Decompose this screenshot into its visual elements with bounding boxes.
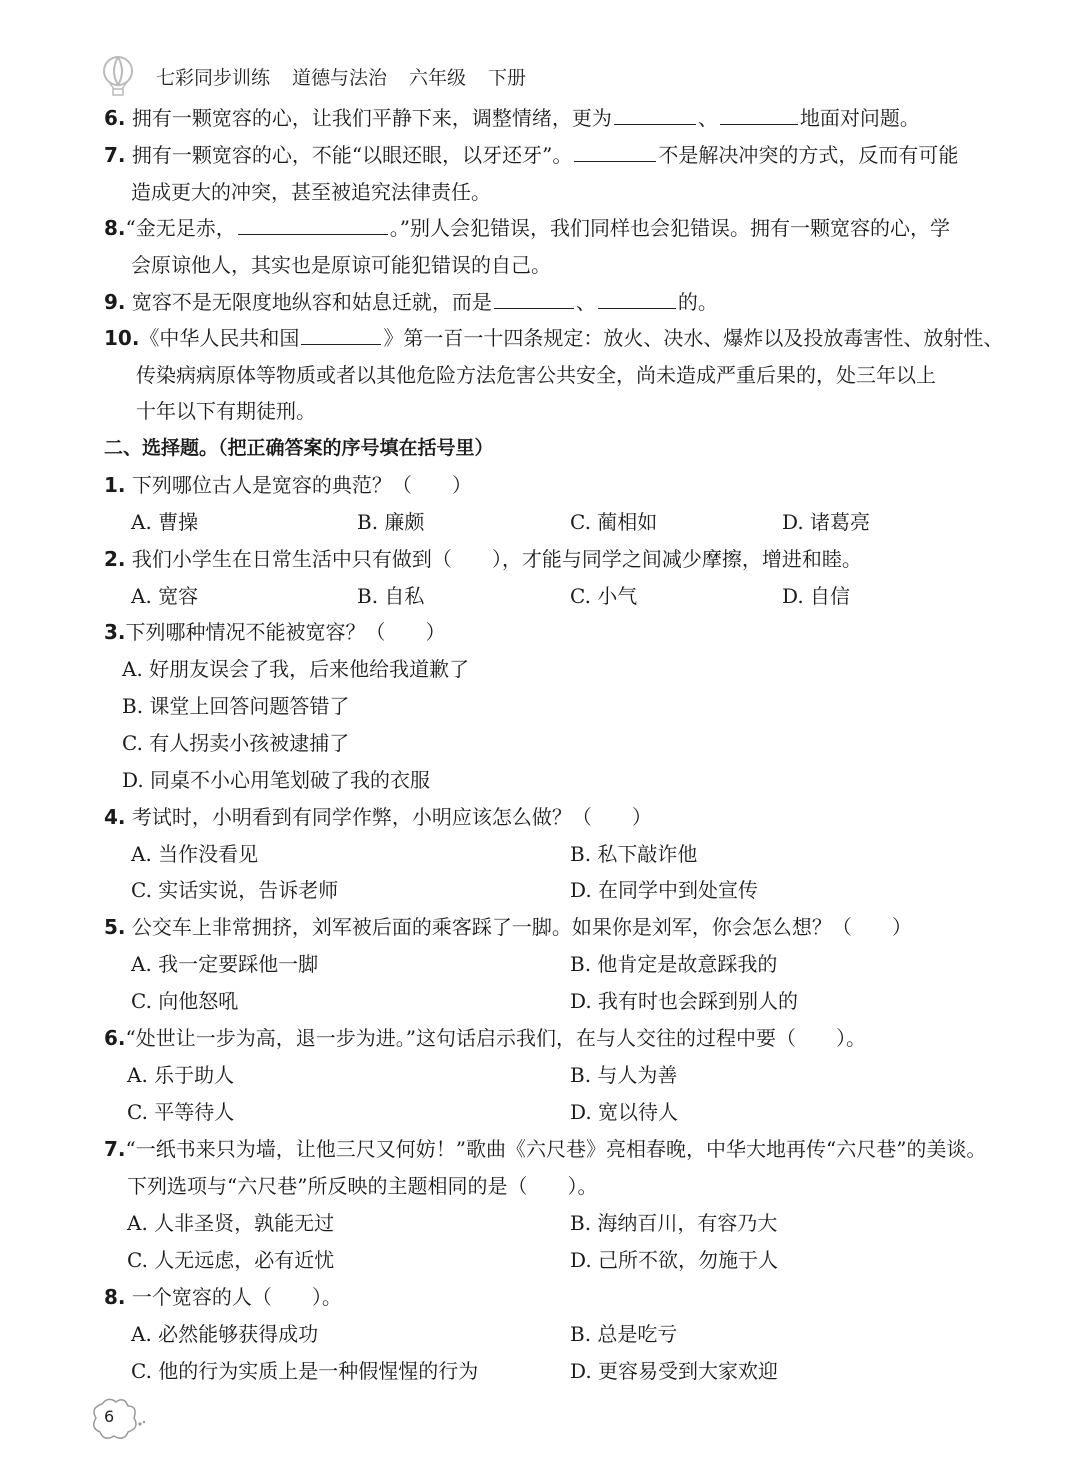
page-number-badge	[88, 1394, 150, 1446]
option-b[interactable]: B. 他肯定是故意踩我的	[570, 952, 778, 976]
volume-label: 下册	[488, 66, 527, 89]
option-b[interactable]: B. 私下敲诈他	[570, 842, 698, 866]
option-d[interactable]: D. 我有时也会踩到别人的	[570, 989, 799, 1013]
question-text: 造成更大的冲突，甚至被追究法律责任。	[131, 180, 491, 204]
answer-blank[interactable]	[720, 104, 798, 125]
question-number: 2.	[104, 547, 126, 571]
question-text: 下列选项与“六尺巷”所反映的主题相同的是（ ）。	[127, 1174, 598, 1198]
option-d[interactable]: D. 同桌不小心用笔划破了我的衣服	[122, 768, 431, 792]
question-number: 10.	[104, 326, 140, 350]
answer-blank[interactable]	[238, 214, 388, 235]
question-number: 7.	[104, 143, 126, 167]
question-number: 4.	[104, 805, 126, 829]
question-text: 的。	[677, 290, 718, 314]
option-c[interactable]: C. 有人拐卖小孩被逮捕了	[122, 731, 350, 755]
hot-air-balloon-icon	[100, 56, 136, 96]
section-title: 二、选择题。（把正确答案的序号填在括号里）	[104, 437, 494, 459]
option-d[interactable]: D. 诸葛亮	[782, 510, 871, 534]
question-number: 6.	[104, 1026, 126, 1050]
option-a[interactable]: A. 好朋友误会了我，后来他给我道歉了	[122, 657, 470, 681]
question-text: 下列哪种情况不能被宽容？（ ）	[125, 620, 446, 644]
question-text: 》第一百一十四条规定：放火、决水、爆炸以及投放毒害性、放射性、	[383, 326, 1004, 350]
answer-blank[interactable]	[614, 104, 696, 125]
question-number: 1.	[104, 473, 126, 497]
option-a[interactable]: A. 必然能够获得成功	[131, 1322, 319, 1346]
option-d[interactable]: D. 己所不欲，勿施于人	[570, 1248, 779, 1272]
option-a[interactable]: A. 乐于助人	[127, 1063, 235, 1087]
option-d[interactable]: D. 自信	[782, 584, 851, 608]
fill-q8-cont	[131, 251, 551, 279]
fill-q9	[104, 288, 718, 316]
answer-blank[interactable]	[494, 288, 574, 309]
option-d[interactable]: D. 更容易受到大家欢迎	[570, 1359, 779, 1383]
subject-title: 道德与法治	[292, 66, 388, 89]
question-number: 6.	[104, 106, 126, 130]
option-c[interactable]: C. 实话实说，告诉老师	[131, 878, 339, 902]
series-title: 七彩同步训练	[156, 66, 271, 89]
choice-q3	[104, 618, 446, 646]
fill-q10-cont	[136, 361, 936, 389]
question-text: 地面对问题。	[799, 106, 920, 130]
question-text: “金无足赤，	[125, 216, 236, 240]
page-number: 6	[104, 1407, 115, 1426]
answer-blank[interactable]	[301, 324, 381, 345]
choice-q5	[104, 913, 912, 941]
option-b[interactable]: B. 总是吃亏	[570, 1322, 678, 1346]
question-text: 。”别人会犯错误，我们同样也会犯错误。拥有一颗宽容的心，学	[389, 216, 950, 240]
option-a[interactable]: A. 宽容	[131, 584, 199, 608]
fill-q7	[104, 141, 958, 169]
option-c[interactable]: C. 他的行为实质上是一种假惺惺的行为	[131, 1359, 479, 1383]
fill-q10-cont2	[136, 397, 316, 425]
option-a[interactable]: A. 曹操	[131, 510, 199, 534]
option-a[interactable]: A. 人非圣贤，孰能无过	[127, 1211, 335, 1235]
fill-q10	[104, 324, 1003, 352]
question-text: 、	[697, 106, 718, 130]
answer-blank[interactable]	[574, 141, 656, 162]
question-text: “处世让一步为高，退一步为进。”这句话启示我们，在与人交往的过程中要（ ）。	[125, 1026, 866, 1050]
choice-q7-cont	[127, 1172, 597, 1200]
option-b[interactable]: B. 海纳百川，有容乃大	[570, 1211, 778, 1235]
option-d[interactable]: D. 在同学中到处宣传	[570, 878, 759, 902]
question-text: 《中华人民共和国	[139, 326, 300, 350]
question-text: 一个宽容的人（ ）。	[131, 1285, 342, 1309]
option-a[interactable]: A. 当作没看见	[131, 842, 259, 866]
choice-q8	[104, 1283, 342, 1311]
question-text: “一纸书来只为墙，让他三尺又何妨！”歌曲《六尺巷》亮相春晚，中华大地再传“六尺巷”的美谈。	[125, 1137, 987, 1161]
question-text: 传染病病原体等物质或者以其他危险方法危害公共安全，尚未造成严重后果的，处三年以上	[136, 363, 936, 387]
option-c[interactable]: C. 向他怒吼	[131, 989, 239, 1013]
question-text: 十年以下有期徒刑。	[136, 399, 316, 423]
question-number: 3.	[104, 620, 126, 644]
option-d[interactable]: D. 宽以待人	[570, 1100, 679, 1124]
choice-q2	[104, 545, 862, 573]
choice-q6	[104, 1024, 866, 1052]
question-text: 宽容不是无限度地纵容和姑息迁就，而是	[131, 290, 492, 314]
option-b[interactable]: B. 课堂上回答问题答错了	[122, 694, 350, 718]
question-text: 公交车上非常拥挤，刘军被后面的乘客踩了一脚。如果你是刘军，你会怎么想？（ ）	[131, 915, 912, 939]
page-header	[100, 58, 548, 94]
flower-badge-icon	[88, 1394, 150, 1446]
question-text: 我们小学生在日常生活中只有做到（ ），才能与同学之间减少摩擦，增进和睦。	[131, 547, 862, 571]
choice-q7	[104, 1135, 986, 1163]
question-number: 5.	[104, 915, 126, 939]
choice-q1	[104, 471, 472, 499]
option-c[interactable]: C. 蔺相如	[570, 510, 658, 534]
question-text: 不是解决冲突的方式，反而有可能	[658, 143, 959, 167]
option-a[interactable]: A. 我一定要踩他一脚	[131, 952, 319, 976]
answer-blank[interactable]	[598, 288, 676, 309]
option-c[interactable]: C. 小气	[570, 584, 638, 608]
question-text: 会原谅他人，其实也是原谅可能犯错误的自己。	[131, 253, 551, 277]
option-b[interactable]: B. 廉颇	[357, 510, 425, 534]
question-number: 7.	[104, 1137, 126, 1161]
grade-label: 六年级	[409, 66, 467, 89]
fill-q6	[104, 104, 920, 132]
fill-q8	[104, 214, 950, 242]
question-number: 8.	[104, 216, 126, 240]
question-text: 、	[575, 290, 596, 314]
option-b[interactable]: B. 与人为善	[570, 1063, 678, 1087]
question-text: 考试时，小明看到有同学作弊，小明应该怎么做？（ ）	[131, 805, 652, 829]
option-c[interactable]: C. 平等待人	[127, 1100, 235, 1124]
question-number: 9.	[104, 290, 126, 314]
option-b[interactable]: B. 自私	[357, 584, 425, 608]
choice-q4	[104, 803, 652, 831]
fill-q7-cont	[131, 178, 491, 206]
question-number: 8.	[104, 1285, 126, 1309]
question-text: 拥有一颗宽容的心，不能“以眼还眼，以牙还牙”。	[131, 143, 573, 167]
question-text: 拥有一颗宽容的心，让我们平静下来，调整情绪，更为	[131, 106, 612, 130]
option-c[interactable]: C. 人无远虑，必有近忧	[127, 1248, 335, 1272]
question-text: 下列哪位古人是宽容的典范？（ ）	[131, 473, 472, 497]
